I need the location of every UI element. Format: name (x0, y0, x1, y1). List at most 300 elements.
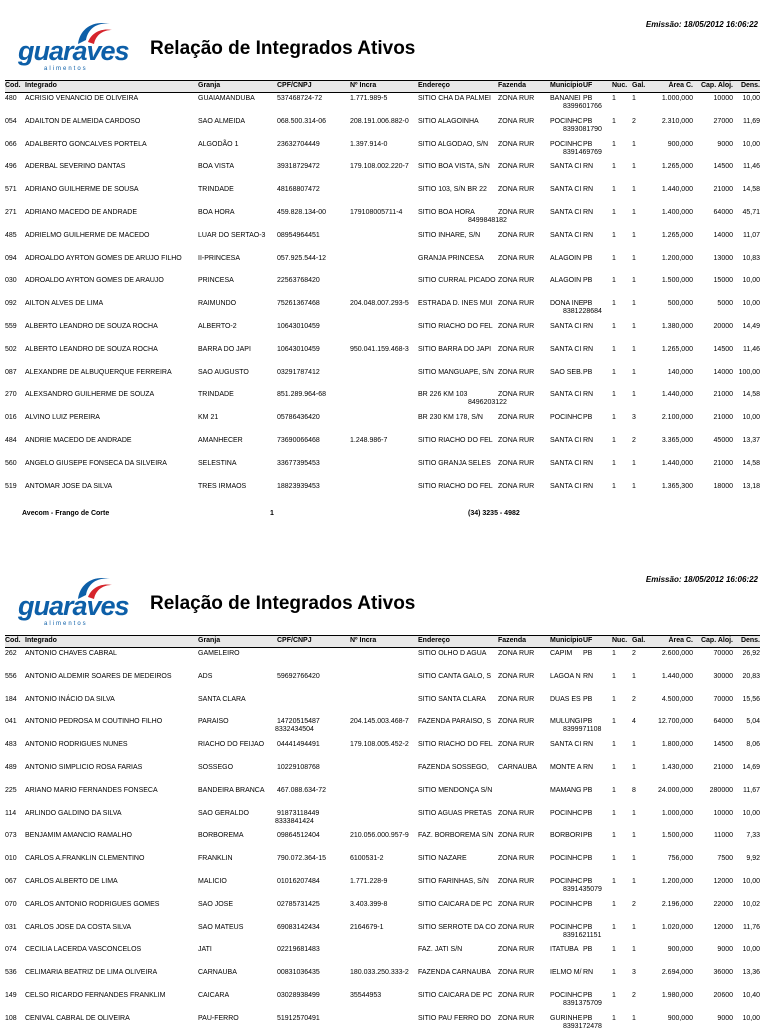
cell-municipio: POCINHC (550, 878, 583, 885)
cell-nuc: 1 (612, 254, 616, 262)
table-row (5, 481, 760, 503)
cell-municipio: SANTA CI (550, 186, 582, 194)
cell-municipio: SANTA CI (550, 482, 582, 490)
table-row (5, 853, 760, 875)
cell-cod: 536 (5, 969, 17, 977)
cell-dens: 10,83 (742, 254, 760, 262)
cell-dens: 7,33 (746, 832, 760, 840)
table-row (5, 716, 760, 738)
cell-endereco: SITIO RIACHO DO FEL (418, 482, 493, 490)
cell-telefone: 8399971108 (563, 726, 602, 734)
cell-municipio: SANTA CI (550, 231, 582, 239)
cell-cap-aloj: 36000 (713, 969, 733, 977)
cell-granja: SAO ALMEIDA (198, 117, 246, 125)
column-header-incra: Nº Incra (350, 82, 377, 89)
cell-dens: 11,46 (743, 345, 760, 353)
cell-dens: 10,00 (742, 140, 760, 148)
cell-granja: ALGODÃO 1 (198, 140, 239, 148)
cell-incra: 179.108.005.452-2 (350, 741, 409, 749)
table-row (5, 93, 760, 115)
table-row (5, 967, 760, 989)
column-header-municipio: Município (550, 637, 583, 644)
cell-dens: 13,37 (742, 437, 760, 444)
cell-municipio: MULUNGI (550, 718, 583, 726)
cell-integrado: ANGELO GIUSEPE FONSECA DA SILVEIRA (25, 459, 167, 467)
cell-nuc: 1 (612, 140, 616, 148)
table-row (5, 762, 760, 784)
cell-nuc: 1 (612, 764, 616, 771)
cell-fazenda: ZONA RUR (498, 186, 535, 194)
cell-area: 24.000,000 (657, 786, 693, 794)
cell-incra: 208.191.006.882-0 (350, 117, 409, 125)
cell-gal: 3 (632, 969, 636, 977)
cell-nuc: 1 (612, 1014, 616, 1022)
cell-cpf-cnpj: 09864512404 (277, 832, 320, 840)
cell-cap-aloj: 21000 (713, 391, 733, 399)
cell-uf: PB (583, 900, 593, 908)
cell-nuc: 1 (612, 855, 616, 863)
cell-area: 2.100,000 (661, 414, 693, 422)
cell-cpf-cnpj: 69083142434 (277, 923, 320, 931)
cell-cpf-cnpj: 10643010459 (277, 323, 320, 330)
cell-endereco: FAZ. JATI S/N (418, 946, 463, 954)
cell-dens: 10,02 (742, 900, 760, 908)
cell-granja: TRINDADE (198, 391, 234, 399)
cell-uf: PB (583, 855, 593, 863)
cell-fazenda: ZONA RUR (498, 695, 535, 703)
cell-granja: PRINCESA (198, 277, 234, 285)
cell-endereco: SITIO OLHO D AGUA (418, 650, 487, 657)
cell-cod: 067 (5, 878, 17, 885)
cell-cod: 092 (5, 300, 17, 308)
cell-fazenda: ZONA RUR (498, 1014, 535, 1022)
cell-uf: PB (583, 832, 593, 840)
cell-cpf-cnpj: 068.500.314-06 (277, 117, 327, 125)
cell-integrado: ALBERTO LEANDRO DE SOUZA ROCHA (25, 323, 158, 330)
table-row (5, 876, 760, 898)
cell-granja: GUAIAMANDUBA (198, 95, 255, 102)
cell-cpf-cnpj: 537468724-72 (277, 95, 323, 102)
cell-nuc: 1 (612, 650, 616, 657)
column-header-gal: Gal. (632, 637, 646, 644)
column-header-granja: Granja (198, 82, 221, 89)
cell-nuc: 1 (612, 345, 616, 353)
cell-endereco: SITIO BARRA DO JAPI (418, 345, 492, 353)
cell-fazenda: ZONA RUR (498, 459, 535, 467)
cell-cpf-cnpj: 01016207484 (277, 878, 320, 885)
cell-area: 2.600,000 (661, 650, 693, 657)
cell-cap-aloj: 10000 (713, 809, 733, 817)
cell-granja: II-PRINCESA (198, 254, 241, 262)
cell-telefone: 8381228684 (563, 308, 602, 316)
cell-telefone: 8391375709 (563, 1000, 602, 1007)
cell-gal: 2 (632, 695, 636, 703)
cell-municipio: ITATUBA (550, 946, 579, 954)
cell-telefone: 8391469769 (563, 148, 602, 156)
cell-cod: 030 (5, 277, 17, 285)
cell-incra: 210.056.000.957-9 (350, 832, 409, 840)
cell-dens: 13,18 (742, 482, 760, 490)
cell-municipio: SANTA CI (550, 459, 582, 467)
cell-municipio: POCINHC (550, 900, 583, 908)
cell-uf: RN (583, 209, 594, 216)
cell-cod: 262 (5, 650, 17, 657)
cell-cpf-cnpj: 790.072.364-15 (277, 855, 327, 863)
cell-uf: PB (583, 946, 593, 954)
cell-uf: RN (583, 186, 594, 194)
cell-endereco: SITIO RIACHO DO FEL (418, 323, 493, 330)
cell-area: 1.365,300 (661, 482, 693, 490)
cell-nuc: 1 (612, 95, 616, 102)
cell-fazenda: ZONA RUR (498, 117, 535, 125)
cell-cap-aloj: 64000 (713, 718, 733, 726)
column-header-fazenda: Fazenda (498, 82, 527, 89)
cell-dens: 26,92 (742, 650, 760, 657)
table-row (5, 944, 760, 966)
cell-uf: RN (583, 163, 594, 171)
cell-cap-aloj: 30000 (713, 672, 733, 680)
cell-cpf-cnpj: 03028938499 (277, 992, 320, 999)
table-row (5, 230, 760, 252)
cell-granja: SELESTINA (198, 459, 237, 467)
cell-granja: BANDEIRA BRANCA (198, 786, 265, 794)
cell-endereco: SITIO RIACHO DO FEL (418, 437, 493, 444)
column-header-cod: Cod. (5, 637, 21, 644)
cell-nuc: 1 (612, 186, 616, 194)
logo-wordmark: guaraves (18, 36, 129, 66)
guaraves-logo (18, 573, 129, 628)
cell-endereco: SITIO CANTA GALO, S (418, 672, 491, 680)
cell-cap-aloj: 12000 (713, 923, 733, 931)
cell-gal: 1 (632, 163, 636, 171)
cell-cod: 496 (5, 163, 17, 171)
cell-granja: SOSSEGO (198, 764, 234, 771)
cell-area: 900,000 (667, 946, 693, 954)
column-header-cap-aloj: Cap. Aloj. (700, 637, 733, 644)
table-header (5, 80, 760, 93)
cell-nuc: 1 (612, 695, 616, 703)
table-row (5, 184, 760, 206)
cell-uf: RN (583, 437, 594, 444)
cell-cpf-cnpj: 03291787412 (277, 368, 320, 376)
cell-cap-aloj: 10000 (713, 95, 733, 102)
table-row (5, 321, 760, 343)
column-header-incra: Nº Incra (350, 637, 377, 644)
cell-cpf-cnpj: 48168807472 (277, 186, 320, 194)
cell-cpf-cnpj: 75261367468 (277, 300, 320, 308)
cell-cod: 485 (5, 231, 17, 239)
column-header-cod: Cod. (5, 82, 21, 89)
cell-municipio: SANTA CI (550, 323, 582, 330)
cell-incra: 1.771.989-5 (350, 95, 388, 102)
column-header-nuc: Nuc. (612, 637, 628, 644)
cell-dens: 10,00 (742, 878, 760, 885)
cell-gal: 2 (632, 992, 636, 999)
cell-cpf-cnpj: 02785731425 (277, 900, 320, 908)
cell-area: 12.700,000 (657, 718, 693, 726)
cell-granja: TRES IRMAOS (198, 482, 247, 490)
cell-uf: RN (583, 741, 594, 749)
cell-integrado: ADERBAL SEVERINO DANTAS (25, 163, 126, 171)
cell-dens: 15,56 (742, 695, 760, 703)
cell-telefone: 8393081790 (563, 125, 602, 133)
cell-incra: 6100531-2 (350, 855, 384, 863)
cell-area: 1.440,000 (661, 672, 693, 680)
cell-fazenda: ZONA RUR (498, 163, 535, 171)
cell-uf: RN (583, 969, 594, 977)
column-header-dens: Dens. (740, 637, 760, 644)
cell-endereco: SITIO INHARE, S/N (418, 231, 481, 239)
cell-dens: 13,36 (742, 969, 760, 977)
cell-gal: 1 (632, 878, 636, 885)
cell-dens: 10,00 (742, 300, 760, 308)
cell-cod: 070 (5, 900, 17, 908)
cell-area: 1.440,000 (661, 459, 693, 467)
cell-gal: 1 (632, 923, 636, 931)
cell-fazenda: ZONA RUR (498, 414, 535, 422)
cell-gal: 2 (632, 650, 636, 657)
cell-nuc: 1 (612, 437, 616, 444)
guaraves-logo (18, 18, 129, 73)
cell-nuc: 1 (612, 163, 616, 171)
cell-granja: JATI (198, 946, 212, 954)
cell-uf: RN (583, 391, 594, 399)
cell-telefone: 8391435079 (563, 886, 602, 893)
cell-gal: 1 (632, 95, 636, 102)
cell-municipio: SANTA CI (550, 345, 582, 353)
cell-cpf-cnpj: 22563768420 (277, 277, 320, 285)
cell-cod: 114 (5, 809, 17, 817)
cell-municipio: LAGOA N (550, 672, 581, 680)
emission-date: Emissão: 18/05/2012 16:06:22 (645, 20, 758, 29)
cell-endereco: SITIO GRANJA SELES (418, 459, 491, 467)
cell-integrado: ADRIELMO GUILHERME DE MACEDO (25, 231, 150, 239)
cell-integrado: ANTOMAR JOSE DA SILVA (25, 482, 113, 490)
cell-granja: BORBOREMA (198, 832, 244, 840)
cell-area: 2.196,000 (661, 900, 693, 908)
cell-gal: 1 (632, 809, 636, 817)
cell-cap-aloj: 20600 (713, 992, 733, 999)
cell-municipio: ALAGOIN (550, 277, 582, 285)
cell-fazenda: ZONA RUR (498, 482, 535, 490)
table-header (5, 635, 760, 648)
cell-dens: 10,00 (742, 946, 760, 954)
cell-granja: BOA VISTA (198, 163, 235, 171)
cell-area: 900,000 (667, 140, 693, 148)
cell-endereco: FAZENDA SOSSEGO, (418, 764, 489, 771)
cell-nuc: 1 (612, 969, 616, 977)
table-row (5, 648, 760, 670)
cell-uf: PB (583, 992, 593, 999)
cell-fazenda: CARNAUBA (498, 764, 537, 771)
cell-dens: 9,92 (746, 855, 760, 863)
cell-area: 500,000 (667, 300, 693, 308)
cell-uf: PB (583, 1014, 593, 1022)
cell-cod: 041 (5, 718, 17, 726)
cell-integrado: ANDRIE MACEDO DE ANDRADE (25, 437, 132, 444)
cell-gal: 1 (632, 482, 636, 490)
cell-uf: PB (583, 368, 593, 376)
cell-endereco: SITIO ALAGOINHA (418, 117, 479, 125)
cell-area: 1.800,000 (661, 741, 693, 749)
column-header-area: Área C. (668, 637, 693, 644)
cell-nuc: 1 (612, 786, 616, 794)
column-header-endereco: Endereço (418, 637, 450, 644)
logo-subtitle: alimentos (44, 621, 88, 627)
cell-telefone-2: 8332434504 (275, 726, 314, 734)
cell-endereco: SITIO CAICARA DE PC (418, 900, 493, 908)
cell-gal: 4 (632, 718, 636, 726)
table-row (5, 808, 760, 830)
cell-granja: SANTA CLARA (198, 695, 246, 703)
cell-endereco: FAZENDA PARAISO, S (418, 718, 492, 726)
table-row (5, 253, 760, 275)
cell-incra: 180.033.250.333-2 (350, 969, 409, 977)
cell-nuc: 1 (612, 482, 616, 490)
cell-cap-aloj: 21000 (713, 764, 733, 771)
cell-municipio: POCINHC (550, 923, 583, 931)
cell-municipio: POCINHC (550, 809, 583, 817)
cell-cap-aloj: 12000 (713, 878, 733, 885)
cell-endereco: SITIO AGUAS PRETAS (418, 809, 492, 817)
cell-cod: 016 (5, 414, 17, 422)
cell-cap-aloj: 11000 (714, 832, 733, 840)
cell-cap-aloj: 9000 (717, 1014, 733, 1022)
cell-uf: RN (583, 482, 594, 490)
cell-fazenda: ZONA RUR (498, 345, 535, 353)
cell-uf: PB (583, 140, 593, 148)
column-header-integrado: Integrado (25, 637, 57, 644)
cell-endereco: BR 230 KM 178, S/N (418, 414, 483, 422)
cell-cap-aloj: 21000 (713, 414, 733, 422)
cell-endereco: SITIO SERROTE DA CO (418, 923, 496, 931)
cell-area: 1.265,000 (661, 231, 693, 239)
cell-cod: 484 (5, 437, 17, 444)
cell-area: 1.020,000 (661, 923, 693, 931)
cell-dens: 5,04 (746, 718, 760, 726)
cell-nuc: 1 (612, 231, 616, 239)
table-row (5, 1013, 760, 1035)
cell-uf: PB (583, 878, 593, 885)
table-row (5, 458, 760, 480)
cell-dens: 8,06 (746, 741, 760, 749)
cell-municipio: CAPIM (550, 650, 573, 657)
cell-cod: 074 (5, 946, 17, 954)
cell-municipio: BORBORI (550, 832, 583, 840)
table-row (5, 671, 760, 693)
cell-granja: SAO JOSE (198, 900, 234, 908)
cell-granja: TRINDADE (198, 186, 234, 194)
cell-endereco: FAZ. BORBOREMA S/N (418, 832, 494, 840)
cell-area: 140,000 (667, 368, 693, 376)
column-header-granja: Granja (198, 637, 221, 644)
cell-integrado: ANTONIO PEDROSA M COUTINHO FILHO (25, 718, 163, 726)
cell-endereco: ESTRADA D. INES MUI (418, 300, 493, 308)
column-header-municipio: Município (550, 82, 583, 89)
cell-nuc: 1 (612, 300, 616, 308)
cell-cap-aloj: 21000 (713, 459, 733, 467)
cell-cpf-cnpj: 08954964451 (277, 231, 320, 239)
table-row (5, 899, 760, 921)
cell-municipio: SANTA CI (550, 741, 582, 749)
cell-granja: LUAR DO SERTAO-3 (198, 231, 266, 239)
cell-endereco: SITIO SANTA CLARA (418, 695, 486, 703)
cell-municipio: MAMANG (550, 786, 582, 794)
cell-integrado: AILTON ALVES DE LIMA (25, 300, 104, 308)
cell-granja: KM 21 (198, 414, 219, 422)
cell-cpf-cnpj: 73690066468 (277, 437, 320, 444)
cell-integrado: CARLOS A.FRANKLIN CLEMENTINO (25, 855, 145, 863)
cell-area: 1.200,000 (661, 254, 693, 262)
cell-municipio: POCINHC (550, 992, 583, 999)
cell-gal: 1 (632, 368, 636, 376)
cell-municipio: DONA INE (550, 300, 584, 308)
cell-area: 756,000 (667, 855, 693, 863)
cell-fazenda: ZONA RUR (498, 254, 535, 262)
cell-gal: 1 (632, 741, 636, 749)
cell-cap-aloj: 9000 (717, 946, 733, 954)
cell-dens: 45,71 (742, 209, 760, 216)
cell-fazenda: ZONA RUR (498, 900, 535, 908)
cell-integrado: ADAILTON DE ALMEIDA CARDOSO (25, 117, 141, 125)
cell-cod: 502 (5, 345, 17, 353)
cell-granja: SAO GERALDO (198, 809, 249, 817)
cell-gal: 1 (632, 300, 636, 308)
cell-gal: 8 (632, 786, 636, 794)
cell-cap-aloj: 9000 (717, 140, 733, 148)
cell-fazenda: ZONA RUR (498, 672, 535, 680)
cell-dens: 11,69 (743, 117, 760, 125)
cell-cod: 556 (5, 672, 17, 680)
cell-uf: PB (583, 254, 593, 262)
column-header-cpf-cnpj: CPF/CNPJ (277, 82, 312, 89)
cell-fazenda: ZONA RUR (498, 992, 535, 999)
cell-municipio: SAO SEB. (550, 368, 583, 376)
cell-fazenda: ZONA RUR (498, 391, 535, 399)
cell-incra: 204.145.003.468-7 (350, 718, 409, 726)
column-header-area: Área C. (668, 82, 693, 89)
cell-granja: FRANKLIN (198, 855, 233, 863)
cell-gal: 1 (632, 323, 636, 330)
cell-dens: 14,58 (742, 459, 760, 467)
cell-telefone-2: 8333841424 (275, 817, 314, 825)
cell-cpf-cnpj: 10229108768 (277, 764, 320, 771)
cell-uf: RN (583, 764, 594, 771)
cell-granja: RIACHO DO FEIJAO (198, 741, 265, 749)
cell-integrado: ALBERTO LEANDRO DE SOUZA ROCHA (25, 345, 158, 353)
cell-gal: 1 (632, 855, 636, 863)
emission-date: Emissão: 18/05/2012 16:06:22 (645, 575, 758, 584)
column-header-uf: UF (583, 637, 593, 644)
footer-phone: (34) 3235 - 4982 (468, 510, 520, 517)
table-row (5, 435, 760, 457)
cell-granja: AMANHECER (198, 437, 243, 444)
cell-fazenda: ZONA RUR (498, 231, 535, 239)
cell-uf: PB (583, 695, 593, 703)
cell-telefone: 8499848182 (468, 217, 507, 224)
cell-gal: 1 (632, 186, 636, 194)
cell-dens: 11,67 (743, 786, 760, 794)
table-row (5, 116, 760, 138)
cell-endereco: SITIO RIACHO DO FEL (418, 741, 493, 749)
cell-endereco: SITIO CHA DA PALMEI (418, 95, 492, 102)
cell-area: 1.000,000 (661, 809, 693, 817)
cell-endereco: SITIO CURRAL PICADO (418, 277, 496, 285)
cell-area: 1.000,000 (661, 95, 693, 102)
cell-granja: CARNAUBA (198, 969, 237, 977)
cell-nuc: 1 (612, 878, 616, 885)
cell-granja: SAO AUGUSTO (198, 368, 249, 376)
